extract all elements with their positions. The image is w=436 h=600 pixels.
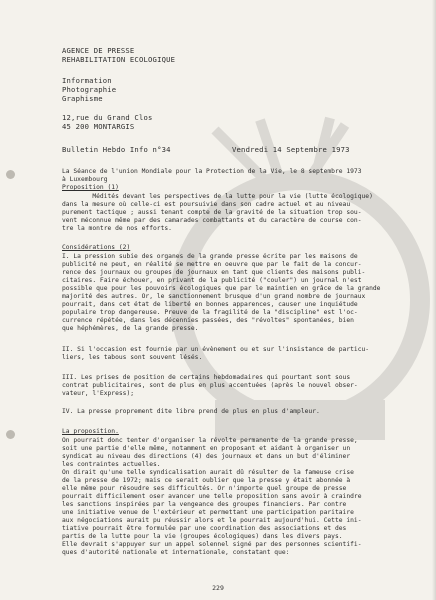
proposition2-line-11: aux négociations aurait pu réussir alors et le pourrait aujourd'hui. Cette ini- (62, 517, 362, 524)
address-street: 12,rue du Grand Clos (62, 113, 153, 122)
proposition2-line-7: elle même pour résoudre ses difficultés. Or n'importe quel groupe de presse (62, 485, 347, 492)
proposition2-line-6: de la presse de 1972; mais ce serait oublier que la presse y était abonnée à (62, 477, 351, 484)
intro-line-1: La Séance de l'union Mondiale pour la Protection de la Vie, le 8 septembre 1973 (62, 168, 362, 175)
proposition-heading: Proposition (1) (62, 184, 119, 191)
binder-hole-top (6, 170, 15, 179)
proposition2-line-3: syndicat au niveau des directions (4) des journaux et dans un but d'éliminer (62, 453, 351, 460)
proposition2-line-14: Elle devrait s'appuyer sur un appel solennel signé par des personnes scientifi- (62, 541, 362, 548)
org-name-line1: AGENCE DE PRESSE (62, 46, 135, 55)
section2-line-2: liers, les tabous sont souvent lésés. (62, 354, 203, 361)
section3-line-1: III. Les prises de position de certains hebdomadaires qui pourtant sont sous (62, 374, 351, 381)
section1-line-2: publicité ne peut, en réalité se mettre en oeuvre que par le fait de la concur- (62, 261, 362, 268)
proposition2-line-15: ques d'autorité nationale et internationale, constatant que: (62, 549, 290, 556)
proposition-line-5: tre la montre de nos efforts. (62, 225, 172, 232)
proposition2-line-4: les contraintes actuelles. (62, 461, 161, 468)
page-number: 229 (212, 584, 224, 592)
section1-line-7: pourrait, dans cet état de liberté en bonnes apparences, causer une inquiétude (62, 301, 358, 308)
section1-line-1: I. La pression subie des organes de la grande presse écrite par les maisons de (62, 253, 358, 260)
section1-line-5: possible que pour les pouvoirs écologiques que par le maintien en grâce de la grande (62, 285, 381, 292)
proposition2-line-9: les sanctions inspirées par la vengeance des groupes financiers. Par contre (62, 501, 347, 508)
section4-line-1: IV. La presse proprement dite libre prend de plus en plus d'ampleur. (62, 408, 320, 415)
intro-line-2: à Luxembourg (62, 176, 108, 183)
proposition-line-4: vent méconnue même par des camarades combattants et du caractère de course con- (62, 217, 362, 224)
section3-line-2: contrat publicitaires, sont de plus en plus accentuées (après le nouvel obser- (62, 382, 358, 389)
proposition-line-3: purement tactique ; aussi tenant compte de la gravité de la situation trop sou- (62, 209, 362, 216)
service-information: Information (62, 76, 112, 85)
proposition2-line-12: tiative pourrait être formulée par une coordination des associations et des (62, 525, 347, 532)
proposition2-line-8: pourrait difficilement oser avancer une telle proposition sans avoir à craindre (62, 493, 362, 500)
proposition-line-2: dans la mesure où celle-ci est poursuivie dans son cadre actuel et au niveau (62, 201, 351, 208)
address-city: 45 200 MONTARGIS (62, 122, 135, 131)
section1-line-6: majorité des autres. Or, le sanctionnement brusque d'un grand nombre de journaux (62, 293, 366, 300)
proposition2-heading: La proposition. (62, 428, 119, 435)
binder-hole-bottom (6, 430, 15, 439)
proposition2-line-10: une initiative venue de l'extérieur et permettant une participation paritaire (62, 509, 354, 516)
considerations-heading: Considérations (2) (62, 244, 131, 251)
section3-line-3: vateur, l'Express); (62, 390, 135, 397)
proposition2-line-1: On pourrait donc tenter d'organiser la révolte permanente de la grande presse, (62, 437, 358, 444)
service-photographie: Photographie (62, 85, 117, 94)
proposition2-line-13: partis de la lutte pour la vie (groupes écologiques) dans les divers pays. (62, 533, 343, 540)
bulletin-date: Vendredi 14 Septembre 1973 (232, 145, 350, 154)
section1-line-3: rence des journaux ou groupes de journaux en tant que clients des maisons publi- (62, 269, 366, 276)
page-edge-shadow (432, 0, 436, 600)
section2-line-1: II. Si l'occasion est fournie par un évènement ou et sur l'insistance de particu- (62, 346, 370, 353)
section1-line-9: currence répétée, dans les décennies passées, des "révoltes" spontanées, bien (62, 317, 354, 324)
section1-line-8: populaire trop dangereuse. Preuve de la fragilité de la "discipline" est l'oc- (62, 309, 358, 316)
section1-line-10: que héphémères, de la grande presse. (62, 325, 199, 332)
proposition2-line-2: soit une partie d'elle même, notamment en proposant et aidant à organiser un (62, 445, 351, 452)
proposition-line-1: Médités devant les perspectives de la lutte pour la vie (lutte écologique) (62, 193, 373, 200)
proposition2-line-5: On dirait qu'une telle syndicalisation aurait dû résulter de la fameuse crise (62, 469, 354, 476)
org-name-line2: REHABILITATION ECOLOGIQUE (62, 55, 176, 64)
section1-line-4: citaires. Faire échouer, en privant de la publicité ("couler") un journal n'est (62, 277, 362, 284)
bulletin-title: Bulletin Hebdo Info n°34 (62, 145, 171, 154)
service-graphisme: Graphisme (62, 94, 103, 103)
